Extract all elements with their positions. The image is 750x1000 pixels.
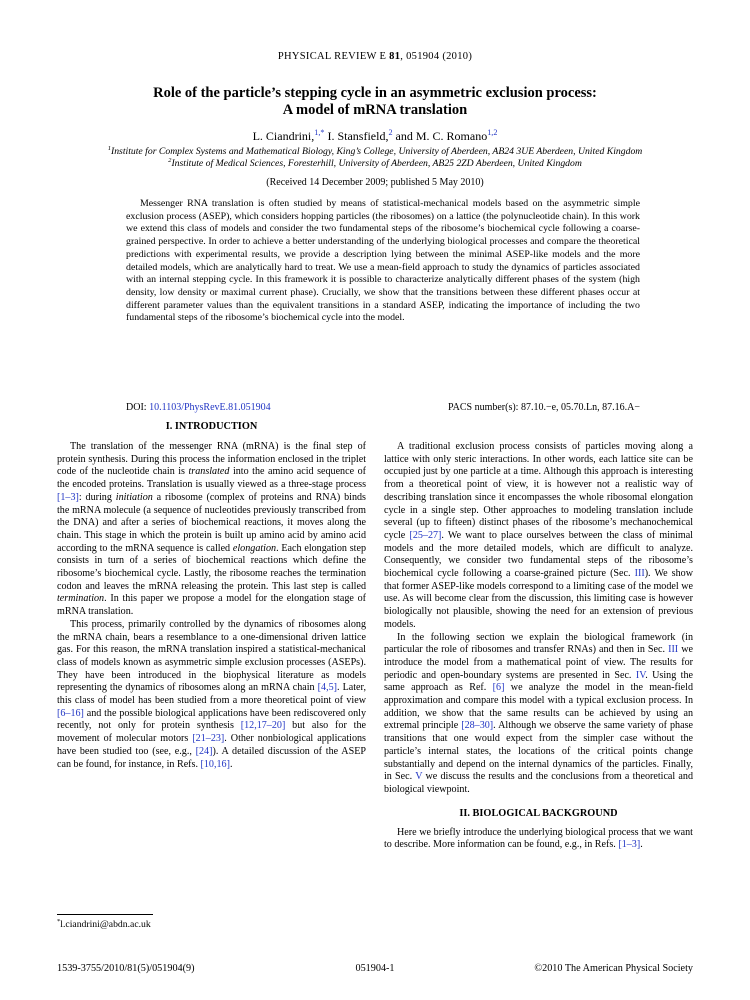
column-right [384,420,693,852]
ref-link[interactable]: [4,5] [317,682,338,694]
doi-pacs-row [126,402,640,413]
paragraph: This process, primarily controlled by the dynamics of ribosomes along the mRNA chain, bears a resemblance to a one-dimensional driven lattice gas. For this reason, the mRNA translation inspired a statistical-mechanical class of models known as asymmetric simple exclusion processes (ASEPs). They have been introduced in the biophysical literature as models representing the dynamics of ribosomes along an mRNA chain [4,5]. Later, this class of model has been studied from a more theoretical point of view [6–16] and the possible biological applications have been rediscovered only recently, not only for protein synthesis [12,17–20] but also for the movement of molecular motors [21–23]. Other nonbiological applications have been studied too (see, e.g., [24]). A detailed discussion of the ASEP can be found, for instance, in Refs. [10,16]. [57,618,366,770]
article-title [0,85,750,119]
ref-link[interactable]: IV [635,669,646,681]
ref-link[interactable]: 2 [388,128,393,137]
ref-link[interactable]: [25–27] [409,529,442,541]
section-heading-introduction: I. INTRODUCTION [165,421,258,432]
affiliations-block [0,146,750,170]
ref-link[interactable]: [12,17–20] [240,720,286,732]
author-footnote [57,914,153,930]
ref-link[interactable]: 1,* [314,128,325,137]
footnote-email: *l.ciandrini@abdn.ac.uk [57,917,151,930]
ref-link[interactable]: [6–16] [57,707,84,719]
journal-header: PHYSICAL REVIEW E 81, 051904 (2010) [277,51,473,62]
pacs-numbers: PACS number(s): 87.10.−e, 05.70.Ln, 87.16.A− [447,402,640,413]
section-heading-background: II. BIOLOGICAL BACKGROUND [459,807,618,819]
ref-link[interactable]: III [634,568,645,580]
paragraph: Here we briefly introduce the underlying biological process that we want to describe. More information can be found, e.g., in Refs. [1–3]. [384,826,693,851]
authors-line: L. Ciandrini,$^{1,*}$ I. Stansfield,$^2$ and M. C. Romano$^{1,2}$ [252,128,498,143]
doi-link[interactable]: 10.1103/PhysRevE.81.051904 [149,402,271,413]
article-title-line-1: Role of the particle’s stepping cycle in an asymmetric exclusion process: [153,85,597,101]
ref-link[interactable]: [1–3] [57,491,79,503]
received-line: (Received 14 December 2009; published 5 May 2010) [266,177,484,188]
ref-link[interactable]: [21–23] [192,733,225,745]
doi-label: DOI: [126,402,150,413]
ref-link[interactable]: [28–30] [461,720,494,732]
footer-page-number: 051904-1 [355,963,395,974]
footnote-rule [57,914,153,915]
article-title-line-2: A model of mRNA translation [282,102,468,118]
ref-link[interactable]: [1–3] [618,839,641,851]
footer-issn: 1539-3755/2010/81(5)/051904(9) [57,963,195,974]
ref-link[interactable]: V [415,771,423,783]
affiliation-line-1: $^1$Institute for Complex Systems and Mathematical Biology, King’s College, University of Aberdeen, AB24 3UE Aberdeen, United Kingdom [107,144,643,157]
paragraph: The translation of the messenger RNA (mRNA) is the final step of protein synthesis. During this process the information enclosed in the triplet code of the nucleotide chain is translated into the amino acid sequence of the encoded proteins. Translation is usually viewed as a three-stage process [1–3]: during initiation a ribosome (complex of proteins and RNA) binds the mRNA molecule (a sequence of nucleotides previously transcribed from the DNA) and after a series of biochemical reactions, it moves along the chain. This stage in which the protein is built up amino acid by amino acid according to the mRNA sequence is called elongation. Each elongation step consists in turn of a series of biochemical reactions which define the ribosome’s biochemical cycle. Lastly, the ribosome reaches the termination codon and leaves the mRNA releasing the protein. This last step is called termination. In this paper we propose a model for the elongation stage of mRNA translation. [57,441,366,618]
ref-link[interactable]: 1,2 [487,128,498,137]
ref-link[interactable]: III [668,644,679,656]
doi-line [126,402,271,413]
affiliation-line-2: $^2$Institute of Medical Sciences, Foresterhill, University of Aberdeen, AB25 2ZD Aberdeen, United Kingdom [168,156,582,169]
paragraph: A traditional exclusion process consists of particles moving along a lattice with only steric interactions. In other words, each lattice site can be occupied just by one particle at a time. Although this approach is interesting from a theoretical point of view, it is however not a realistic way of describing translation since it encompasses the whole ribosomal elongation cycle in a single step. Other approaches to modeling translation include several (up to fifteen) distinct phases of the ribosome’s mechanochemical cycle [25–27]. We want to place ourselves between the class of minimal models and the more detailed models, which are difficult to analyze. Consequently, we consider two fundamental steps of the ribosome’s biochemical cycle following a coarse-grained picture (Sec. III). We show that former ASEP-like models correspond to a limiting case of the model we use. As will become clear from the discussion, this limiting case is however biologically not plausible, showing the need for an extension of previous models. [384,441,693,630]
paragraph: In the following section we explain the biological framework (in particular the role of ribosomes and transfer RNAs) and then in Sec. III we introduce the model from a mathematical point of view. The results for periodic and open-boundary systems are presented in Sec. IV. Using the same approach as Ref. [6] we analyze the model in the mean-field approximation and compare this model with a typical exclusion process. In addition, we show that the same results can be achieved by using an extremal principle [28–30]. Although we observe the same variety of phase transitions that one would expect from the simpler case without the particle’s internal states, the locations of the critical points change substantially and depend on the internal dynamics of the particles. Finally, in Sec. V we discuss the results and the conclusions from a theoretical and biological viewpoint. [384,631,694,795]
column-left [57,420,366,852]
footer-copyright: ©2010 The American Physical Society [534,963,693,974]
ref-link[interactable]: [10,16] [200,758,230,770]
article-body [57,420,693,852]
page-footer [57,963,693,974]
ref-link[interactable]: [6] [492,682,505,694]
abstract: Messenger RNA translation is often studied by means of statistical-mechanical models based on the asymmetric simple exclusion process (ASEP), which considers hopping particles (the ribosomes) on a lattice (the polynucleotide chain). In this work we extend this class of models and consider the two fundamental steps of the ribosome’s biochemical cycle following a coarse-grained perspective. In order to achieve a better understanding of the underlying biological processes and compare the theoretical predictions with experimental results, we provide a description lying between the minimal ASEP-like models and the more detailed models, which are analytically hard to treat. We use a mean-field approach to study the dynamics of particles associated with an internal stepping cycle. In this framework it is possible to characterize analytically different phases of the system (high density, low density or maximal current phase). Crucially, we show that the transitions between these different phases occur at different parameter values than the equivalent transitions in a standard ASEP, indicating the importance of including the two fundamental steps of the ribosome’s biochemical cycle into the model. [126,198,640,324]
ref-link[interactable]: [24] [195,745,213,757]
